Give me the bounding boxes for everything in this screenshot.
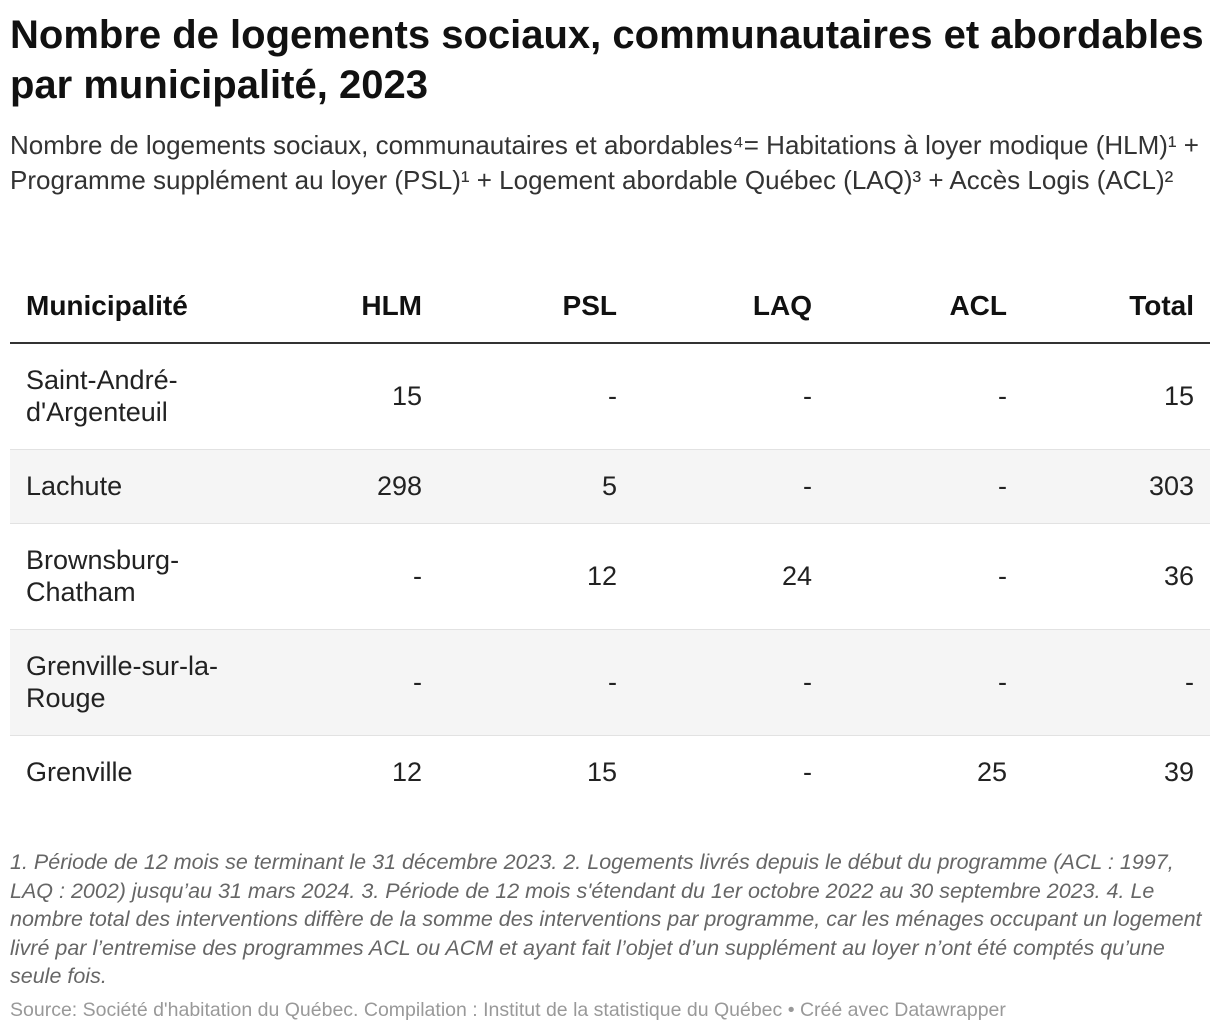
- cell-hlm: 298: [272, 449, 438, 523]
- cell-psl: 12: [438, 523, 633, 629]
- cell-psl: 5: [438, 449, 633, 523]
- cell-acl: -: [828, 629, 1023, 735]
- cell-municipalite: Brownsburg-Chatham: [10, 523, 272, 629]
- table-header: [10, 270, 1210, 343]
- table-body: [10, 343, 1210, 809]
- cell-municipalite: Saint-André-d'Argenteuil: [10, 343, 272, 449]
- cell-psl: 15: [586, 757, 617, 788]
- cell-total: 39: [1163, 757, 1194, 788]
- cell-hlm: 15: [272, 343, 438, 449]
- header-row: [10, 270, 1210, 343]
- footnotes: 1. Période de 12 mois se terminant le 31 décembre 2023. 2. Logements livrés depuis le début du programme (ACL : 1997, LAQ : 2002) jusqu’au 31 mars 2024. 3. Période de 12 mois s'étendant du 1er octobre 2022 au 30 septembre 2023. 4. Le nombre total des interventions diffère de la somme des interventions par programme, car les ménages occupant un logement livré par l’entremise des programmes ACL ou ACM et ayant fait l’objet d’un supplément au loyer n’ont été comptés qu’une seule fois.: [10, 850, 1202, 988]
- table-row: [10, 629, 1210, 735]
- cell-municipalite: Grenville-sur-la-Rouge: [10, 629, 272, 735]
- cell-total: -: [1023, 629, 1210, 735]
- cell-acl: 25: [976, 757, 1007, 788]
- cell-laq: -: [633, 343, 828, 449]
- cell-laq: -: [803, 757, 812, 788]
- cell-total: 36: [1023, 523, 1210, 629]
- cell-laq: -: [633, 449, 828, 523]
- table-row: [10, 449, 1210, 523]
- cell-hlm: -: [272, 523, 438, 629]
- column-header-acl[interactable]: ACL: [828, 270, 1023, 343]
- table-row: [10, 735, 1210, 809]
- cell-laq: -: [633, 629, 828, 735]
- column-header-total[interactable]: Total: [1023, 270, 1210, 343]
- cell-municipalite: Lachute: [10, 449, 272, 523]
- chart-subtitle: Nombre de logements sociaux, communautaires et abordables⁴= Habitations à loyer modique (HLM)¹ + Programme supplément au loyer (PSL)¹ + Logement abordable Québec (LAQ)³ + Accès Logis (ACL)²: [10, 130, 1199, 195]
- cell-psl: -: [438, 343, 633, 449]
- table-row: [10, 523, 1210, 629]
- cell-total: 303: [1023, 449, 1210, 523]
- cell-psl: -: [438, 629, 633, 735]
- cell-acl: -: [828, 449, 1023, 523]
- cell-municipalite: Grenville: [26, 757, 133, 788]
- data-table: [10, 270, 1210, 809]
- cell-hlm: -: [272, 629, 438, 735]
- cell-hlm: 12: [391, 757, 422, 788]
- column-header-hlm[interactable]: HLM: [272, 270, 438, 343]
- source-line: Source: Société d'habitation du Québec. Compilation : Institut de la statistique du Québec • Créé avec Datawrapper: [10, 999, 1006, 1021]
- cell-acl: -: [828, 523, 1023, 629]
- column-header-psl[interactable]: PSL: [438, 270, 633, 343]
- column-header-laq[interactable]: LAQ: [633, 270, 828, 343]
- chart-title: Nombre de logements sociaux, communautaires et abordables par municipalité, 2023: [10, 13, 1204, 107]
- column-header-municipalite[interactable]: Municipalité: [10, 270, 272, 343]
- cell-laq: 24: [633, 523, 828, 629]
- cell-total: 15: [1023, 343, 1210, 449]
- table-row: [10, 343, 1210, 449]
- cell-acl: -: [828, 343, 1023, 449]
